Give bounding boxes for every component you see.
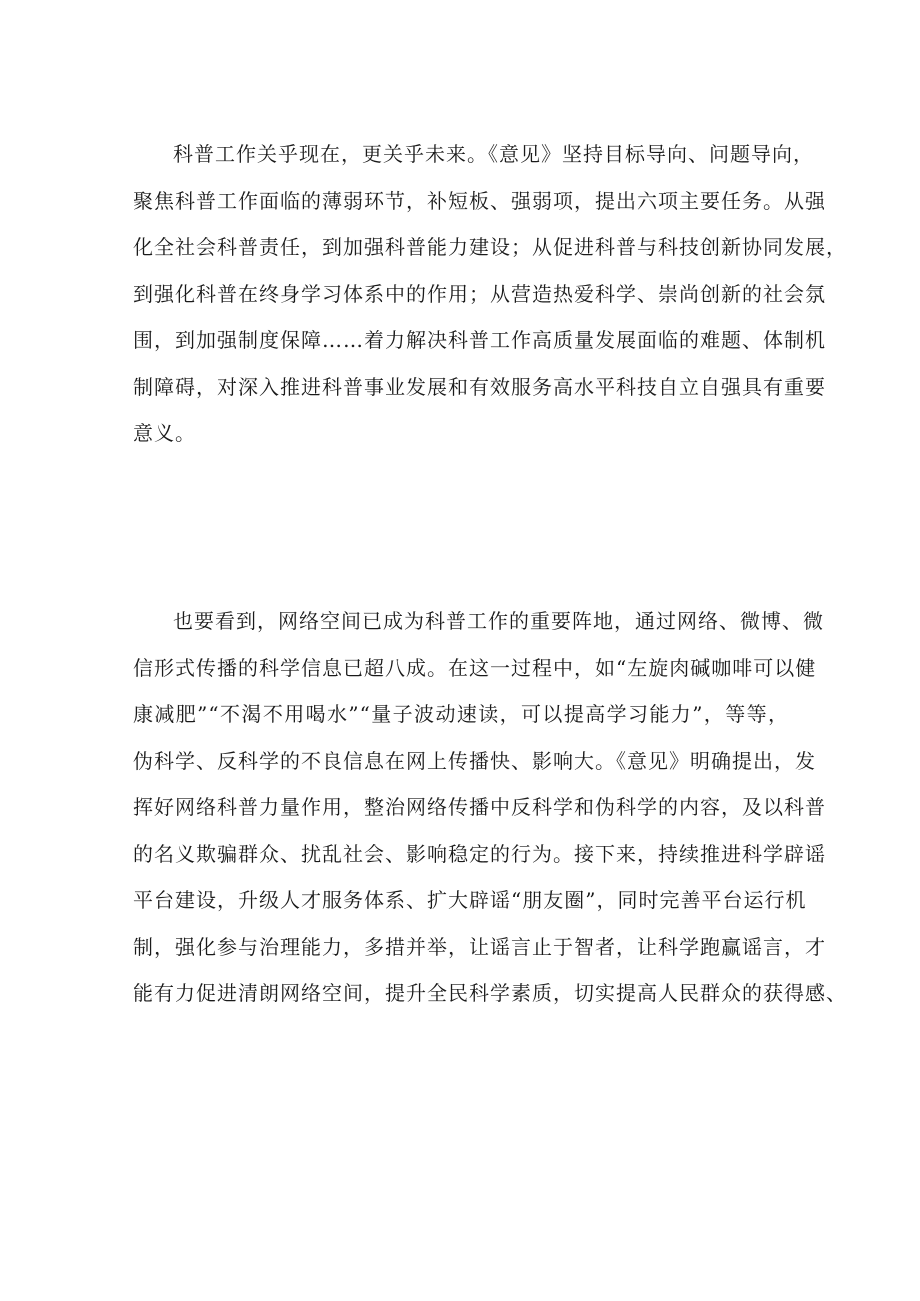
paragraph-2: [133, 598, 847, 1017]
paragraph-line: 能有力促进清朗网络空间，提升全民科学素质，切实提高人民群众的获得感、: [133, 981, 847, 1005]
paragraph-line: 意义。: [133, 421, 196, 445]
paragraph-line: 伪科学、反科学的不良信息在网上传播快、影响大。《意见》明确提出，发: [133, 748, 816, 773]
paragraph-line: 到强化科普在终身学习体系中的作用；从营造热爱科学、崇尚创新的社会氛: [133, 281, 826, 306]
paragraph-line: 康减肥”“不渴不用喝水”“量子波动速读，可以提高学习能力”，等等，: [133, 702, 789, 726]
paragraph-line: 挥好网络科普力量作用，整治网络传播中反科学和伪科学的内容，及以科普: [133, 795, 826, 819]
paragraph-line: 聚焦科普工作面临的薄弱环节，补短板、强弱项，提出六项主要任务。从强: [133, 188, 826, 213]
paragraph-line: 信形式传播的科学信息已超八成。在这一过程中，如“左旋肉碱咖啡可以健: [133, 655, 817, 680]
paragraph-line: 也要看到，网络空间已成为科普工作的重要阵地，通过网络、微博、微: [173, 609, 824, 633]
paragraph-line: 制，强化参与治理能力，多措并举，让谣言止于智者，让科学跑赢谣言，才: [133, 934, 826, 959]
paragraph-line: 围，到加强制度保障……着力解决科普工作高质量发展面临的难题、体制机: [133, 328, 826, 352]
paragraph-line: 化全社会科普责任，到加强科普能力建设；从促进科普与科技创新协同发展，: [133, 235, 847, 259]
paragraph-line: 的名义欺骗群众、扰乱社会、影响稳定的行为。接下来，持续推进科学辟谣: [133, 841, 826, 866]
paragraph-line: 科普工作关乎现在，更关乎未来。《意见》坚持目标导向、问题导向，: [173, 142, 814, 166]
paragraph-1: [133, 131, 847, 457]
paragraph-line: 制障碍，对深入推进科普事业发展和有效服务高水平科技自立自强具有重要: [133, 374, 826, 399]
paragraph-line: 平台建设，升级人才服务体系、扩大辟谣“朋友圈”，同时完善平台运行机: [133, 888, 807, 912]
